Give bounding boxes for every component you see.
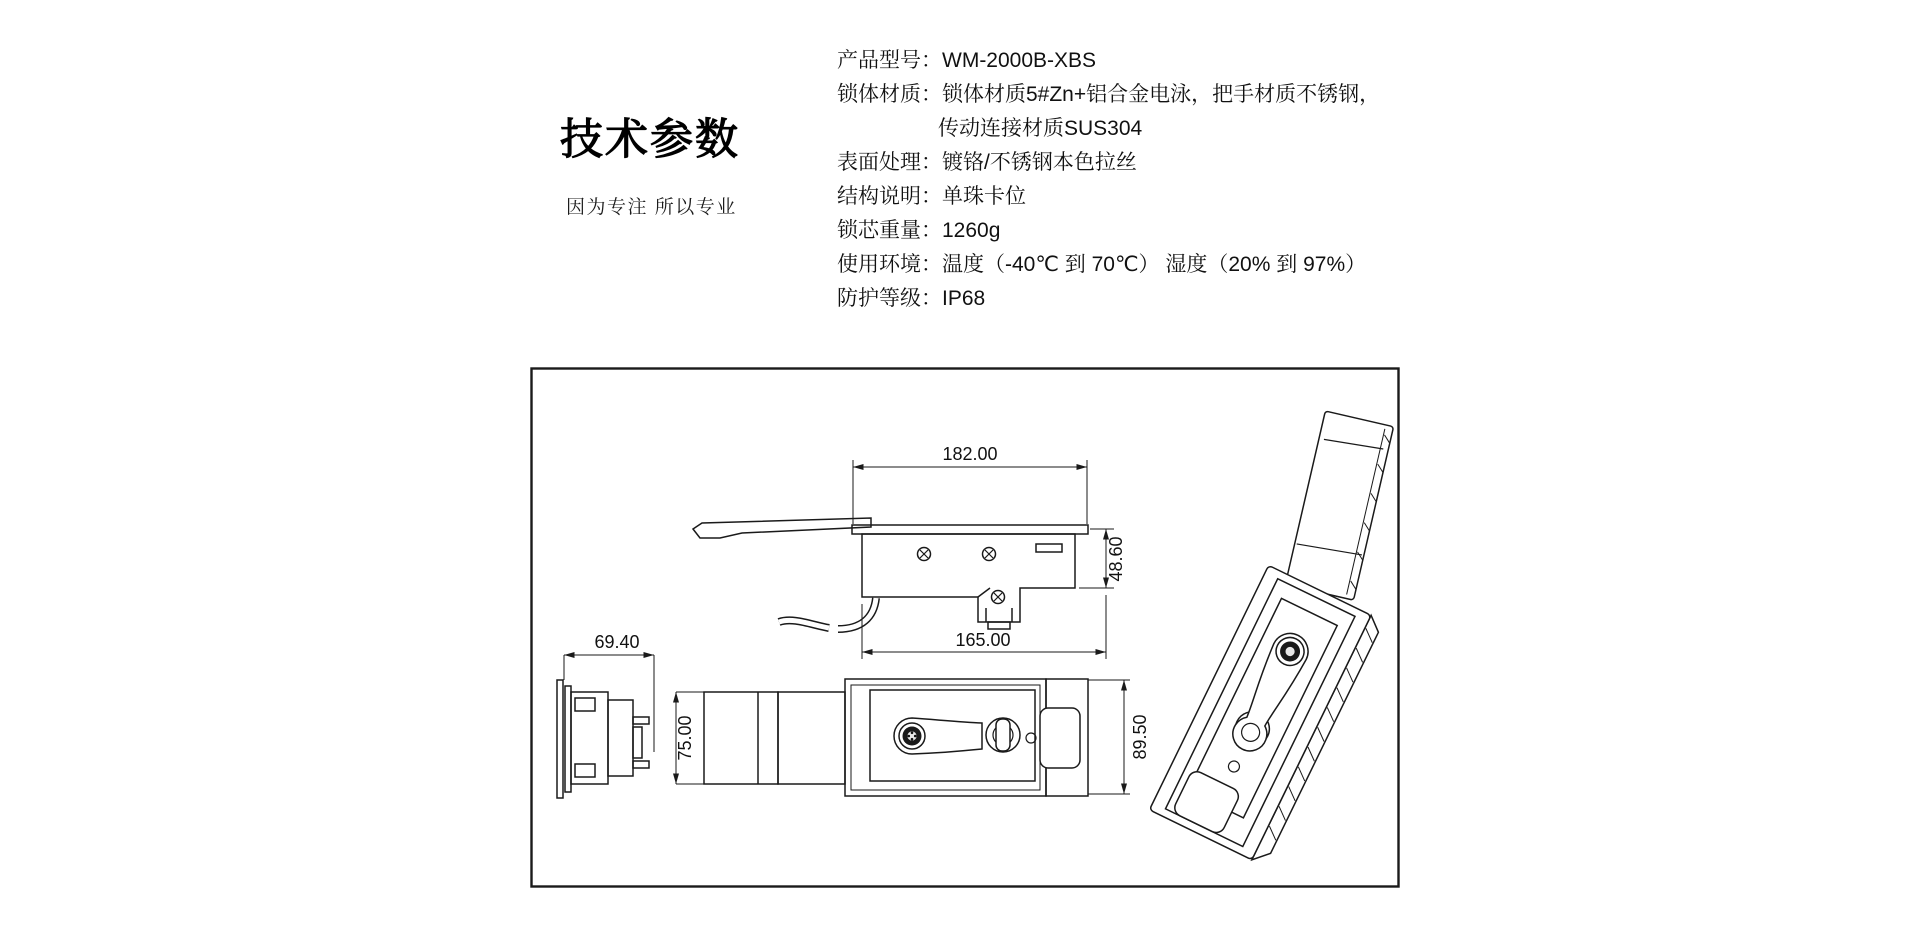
dim-top-width: 182.00 — [942, 444, 998, 464]
spec-row-model — [837, 44, 1380, 78]
spec-label: 锁体材质： — [837, 83, 942, 106]
technical-drawing — [530, 367, 1400, 888]
spec-label: 产品型号： — [837, 49, 942, 72]
page-subtitle: 因为专注 所以专业 — [566, 197, 737, 218]
spec-value: 锁体材质5#Zn+铝合金电泳，把手材质不锈钢， — [942, 83, 1381, 106]
spec-row-structure — [837, 180, 1380, 214]
spec-row-surface — [837, 146, 1380, 180]
screw-icon — [992, 591, 1005, 604]
spec-list — [837, 44, 1380, 316]
spec-row-protection — [837, 282, 1380, 316]
spec-value: 温度（-40℃ 到 70℃） 湿度（20% 到 97%） — [942, 253, 1367, 276]
screw-icon — [983, 548, 996, 561]
top-view — [693, 518, 1088, 629]
spec-value: IP68 — [942, 287, 986, 310]
side-view — [557, 680, 649, 798]
dim-side-height: 48.60 — [1106, 536, 1126, 582]
dim-front-height: 75.00 — [675, 715, 695, 761]
technical-drawing-panel — [530, 367, 1400, 888]
key-cylinder-icon — [899, 723, 925, 749]
spec-row-lock-material-cont — [837, 112, 1380, 146]
dim-depth: 69.40 — [594, 632, 640, 652]
spec-row-environment — [837, 248, 1380, 282]
dim-bottom-width: 165.00 — [955, 630, 1011, 650]
spec-label: 使用环境： — [837, 253, 942, 276]
spec-value: 镀铬/不锈钢本色拉丝 — [942, 151, 1137, 174]
spec-value: 传动连接材质SUS304 — [938, 117, 1143, 140]
isometric-view — [1134, 397, 1400, 866]
spec-label: 结构说明： — [837, 185, 942, 208]
spec-value: WM-2000B-XBS — [942, 49, 1097, 72]
screw-icon — [918, 548, 931, 561]
front-view — [704, 679, 1088, 796]
spec-value: 1260g — [942, 219, 1001, 242]
spec-row-weight — [837, 214, 1380, 248]
spec-label: 表面处理： — [837, 151, 942, 174]
page-title: 技术参数 — [560, 116, 740, 164]
spec-value: 单珠卡位 — [942, 185, 1026, 208]
spec-label: 锁芯重量： — [837, 219, 942, 242]
cable — [779, 598, 876, 629]
spec-row-lock-material — [837, 78, 1380, 112]
dim-panel-height: 89.50 — [1130, 714, 1150, 760]
spec-label: 防护等级： — [837, 287, 942, 310]
